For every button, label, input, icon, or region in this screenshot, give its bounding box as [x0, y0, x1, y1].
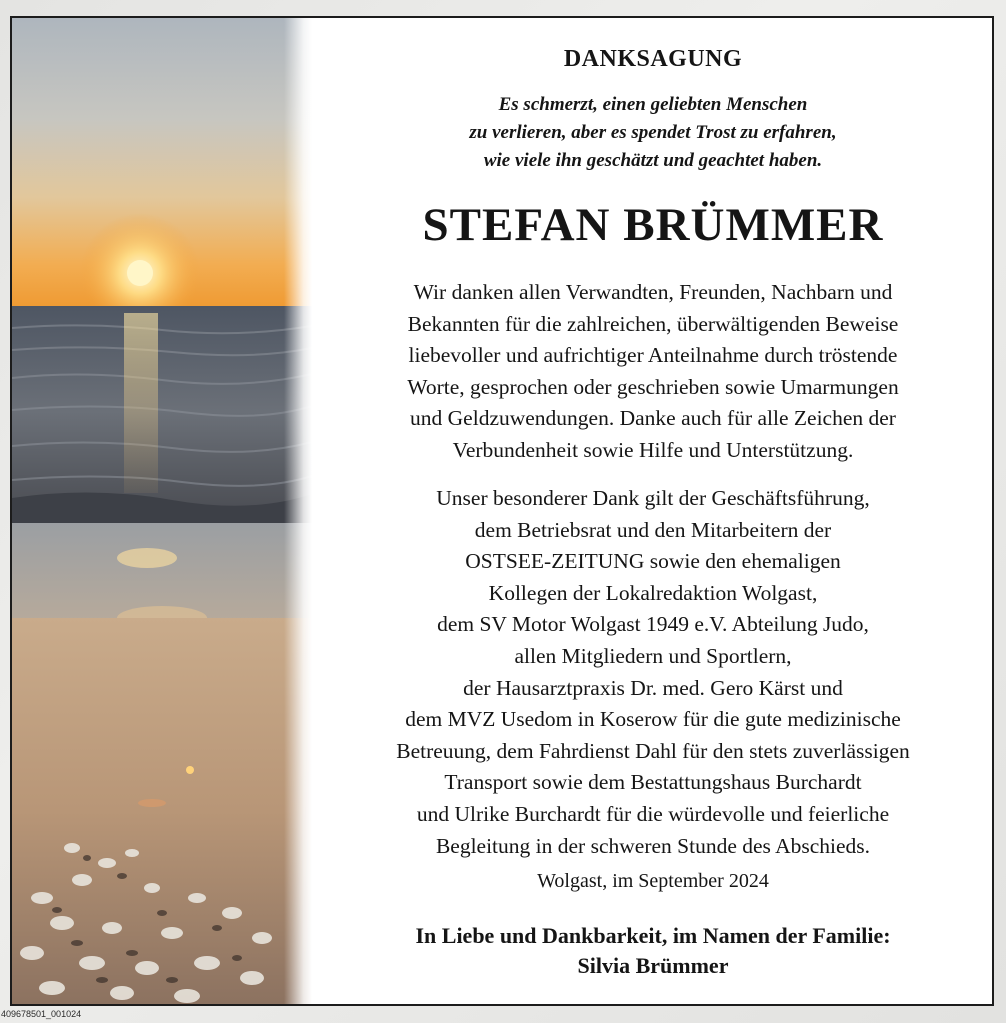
quote-line: wie viele ihn geschätzt und geachtet haben. — [483, 150, 823, 171]
photo-fade-edge — [284, 18, 312, 1004]
obituary-notice — [10, 16, 994, 1006]
place-and-date: Wolgast, im September 2024 — [537, 870, 769, 892]
reference-code: 409678501_001024 — [1, 1009, 82, 1019]
special-thanks-paragraph — [312, 483, 994, 862]
notice-heading: DANKSAGUNG — [563, 46, 743, 72]
paragraph-line: Verbundenheit sowie Hilfe und Unterstützung. — [452, 437, 854, 462]
notice-text — [312, 18, 994, 1004]
paragraph-line: der Hausarztpraxis Dr. med. Gero Kärst und — [463, 675, 843, 700]
quote-line: Es schmerzt, einen geliebten Menschen — [498, 94, 808, 115]
paragraph-line: dem MVZ Usedom in Koserow für die gute medizinische — [405, 707, 901, 732]
paragraph-line: liebevoller und aufrichtiger Anteilnahme durch tröstende — [408, 343, 898, 368]
paragraph-line: dem SV Motor Wolgast 1949 e.V. Abteilung Judo, — [437, 612, 869, 637]
paragraph-line: Bekannten für die zahlreichen, überwältigenden Beweise — [407, 311, 899, 336]
paragraph-line: Transport sowie dem Bestattungshaus Burchardt — [444, 770, 862, 795]
paragraph-line: und Ulrike Burchardt für die würdevolle und feierliche — [416, 801, 890, 826]
paragraph-line: OSTSEE-ZEITUNG sowie den ehemaligen — [465, 549, 841, 574]
paragraph-line: allen Mitgliedern und Sportlern, — [514, 643, 792, 668]
paragraph-line: Unser besonderer Dank gilt der Geschäftsführung, — [436, 486, 870, 510]
thanks-paragraph — [312, 277, 994, 467]
sunset-beach-photo — [12, 18, 312, 1004]
closing-signature — [312, 921, 994, 981]
paragraph-line: Worte, gesprochen oder geschrieben sowie Umarmungen — [407, 374, 899, 399]
deceased-name: STEFAN BRÜMMER — [422, 199, 884, 251]
paragraph-line: Wir danken allen Verwandten, Freunden, Nachbarn und — [413, 280, 893, 304]
closing-line: In Liebe und Dankbarkeit, im Namen der Familie: — [415, 923, 891, 948]
signatory-name: Silvia Brümmer — [577, 953, 729, 978]
paragraph-line: und Geldzuwendungen. Danke auch für alle Zeichen der — [410, 406, 896, 431]
quote-line: zu verlieren, aber es spendet Trost zu erfahren, — [469, 122, 837, 143]
paragraph-line: Begleitung in der schweren Stunde des Abschieds. — [435, 833, 871, 858]
paragraph-line: Kollegen der Lokalredaktion Wolgast, — [488, 580, 818, 605]
paragraph-line: dem Betriebsrat und den Mitarbeitern der — [474, 517, 832, 542]
condolence-quote — [312, 91, 994, 175]
paragraph-line: Betreuung, dem Fahrdienst Dahl für den stets zuverlässigen — [396, 738, 910, 763]
